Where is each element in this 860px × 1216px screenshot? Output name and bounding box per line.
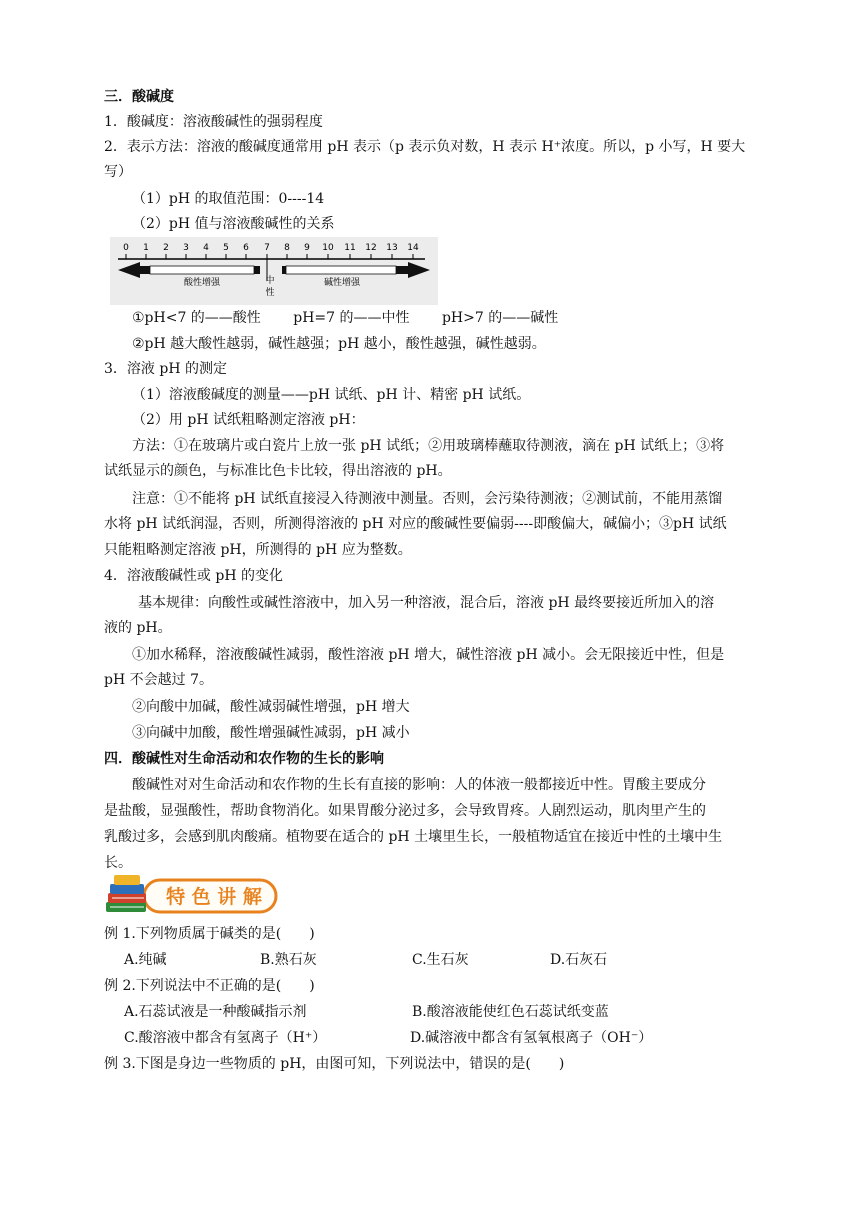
example-2-question: 例 2.下列说法中不正确的是( ) xyxy=(104,978,315,994)
method-line-b: 试纸显示的颜色，与标准比色卡比较，得出溶液的 pH。 xyxy=(104,463,452,479)
scale-number: 10 xyxy=(322,243,334,253)
relation-line-1: ①pH<7 的——酸性 pH=7 的——中性 pH>7 的——碱性 xyxy=(132,310,559,326)
scale-number: 14 xyxy=(407,243,419,253)
point-4-heading: 4．溶液酸碱性或 pH 的变化 xyxy=(104,568,283,584)
base-arrow-label-box xyxy=(286,266,396,274)
change-1-line-a: ①加水稀释，溶液酸碱性减弱，酸性溶液 pH 增大，碱性溶液 pH 减小。会无限接近中性，但是 xyxy=(132,647,725,663)
example-1-option-d: D.石灰石 xyxy=(550,952,608,968)
neutral-label-1: 中 xyxy=(265,276,275,286)
note-line-b: 水将 pH 试纸润湿，否则，所测得溶液的 pH 对应的酸碱性要偏弱----即酸偏大，碱偏小；③pH 试纸 xyxy=(104,516,727,532)
example-2-option-b: B.酸溶液能使红色石蕊试纸变蓝 xyxy=(412,1004,609,1020)
change-2: ②向酸中加碱，酸性减弱碱性增强，pH 增大 xyxy=(132,699,410,715)
effects-line-b: 是盐酸，显强酸性，帮助食物消化。如果胃酸分泌过多，会导致胃疼。人剧烈运动，肌肉里产生的 xyxy=(104,803,706,819)
section-heading-effects: 四．酸碱性对生命活动和农作物的生长的影响 xyxy=(104,751,384,767)
point-2-sub-2: （2）pH 值与溶液酸碱性的关系 xyxy=(132,216,335,232)
point-3-sub-1: （1）溶液酸碱度的测量——pH 试纸、pH 计、精密 pH 试纸。 xyxy=(132,387,531,403)
acid-increase-label: 酸性增强 xyxy=(183,278,221,288)
example-1-option-b: B.熟石灰 xyxy=(260,952,317,968)
point-2-line-a: 2．表示方法：溶液的酸碱度通常用 pH 表示（p 表示负对数，H 表示 H⁺浓度。所以，p 小写，H 要大 xyxy=(104,139,746,155)
point-2-sub-1: （1）pH 的取值范围：0----14 xyxy=(132,191,325,207)
scale-number: 3 xyxy=(183,243,189,253)
ph-scale-figure xyxy=(110,237,438,305)
scale-number: 7 xyxy=(264,243,270,253)
method-line-a: 方法：①在玻璃片或白瓷片上放一张 pH 试纸；②用玻璃棒蘸取待测液，滴在 pH 试纸上；③将 xyxy=(132,438,725,454)
example-2-option-c: C.酸溶液中都含有氢离子（H⁺） xyxy=(124,1030,327,1046)
rule-line-b: 液的 pH。 xyxy=(104,620,172,636)
example-1-option-a: A.纯碱 xyxy=(124,952,167,968)
example-3-question: 例 3.下图是身边一些物质的 pH，由图可知，下列说法中，错误的是( ) xyxy=(104,1056,565,1072)
scale-number: 8 xyxy=(284,243,290,253)
effects-line-c: 乳酸过多，会感到肌肉酸痛。植物要在适合的 pH 土壤里生长，一般植物适宜在接近中性的土壤中生 xyxy=(104,829,723,845)
example-2-option-d: D.碱溶液中都含有氢氧根离子（OH⁻） xyxy=(410,1030,653,1046)
scale-number: 2 xyxy=(163,243,169,253)
scale-number: 5 xyxy=(223,243,229,253)
point-2-line-b: 写） xyxy=(104,164,132,180)
point-1-definition: 1．酸碱度：溶液酸碱性的强弱程度 xyxy=(104,114,323,130)
point-3-sub-2: （2）用 pH 试纸粗略测定溶液 pH： xyxy=(132,412,365,428)
scale-number: 13 xyxy=(386,243,398,253)
note-line-c: 只能粗略测定溶液 pH，所测得的 pH 应为整数。 xyxy=(104,542,412,558)
change-3: ③向碱中加酸，酸性增强碱性减弱，pH 减小 xyxy=(132,725,410,741)
scale-number: 9 xyxy=(304,243,310,253)
example-1-question: 例 1.下列物质属于碱类的是( ) xyxy=(104,926,315,942)
scale-number: 4 xyxy=(203,243,209,253)
feature-banner xyxy=(104,872,280,918)
relation-line-2: ②pH 越大酸性越弱，碱性越强；pH 越小，酸性越强，碱性越弱。 xyxy=(132,336,546,352)
example-2-option-a: A.石蕊试液是一种酸碱指示剂 xyxy=(124,1004,307,1020)
scale-number: 1 xyxy=(143,243,149,253)
acid-arrow-label-box xyxy=(150,266,254,274)
effects-line-d: 长。 xyxy=(104,855,132,871)
change-1-line-b: pH 不会越过 7。 xyxy=(104,672,213,688)
section-heading-acidity: 三．酸碱度 xyxy=(104,89,174,105)
base-increase-label: 碱性增强 xyxy=(323,278,361,288)
scale-number: 11 xyxy=(344,243,356,253)
note-line-a: 注意：①不能将 pH 试纸直接浸入待测液中测量。否则，会污染待测液；②测试前，不能用蒸馏 xyxy=(132,491,723,507)
point-3-heading: 3．溶液 pH 的测定 xyxy=(104,361,227,377)
scale-number: 12 xyxy=(365,243,377,253)
neutral-label-2: 性 xyxy=(265,288,275,298)
banner-title: 特 色 讲 解 xyxy=(166,886,262,908)
scale-number: 6 xyxy=(243,243,249,253)
scale-number: 0 xyxy=(123,243,129,253)
effects-line-a: 酸碱性对对生命活动和农作物的生长有直接的影响：人的体液一般都接近中性。胃酸主要成分 xyxy=(132,777,706,793)
example-1-option-c: C.生石灰 xyxy=(412,952,469,968)
rule-line-a: 基本规律：向酸性或碱性溶液中，加入另一种溶液，混合后，溶液 pH 最终要接近所加入的溶 xyxy=(138,595,715,611)
books-icon xyxy=(106,875,146,912)
